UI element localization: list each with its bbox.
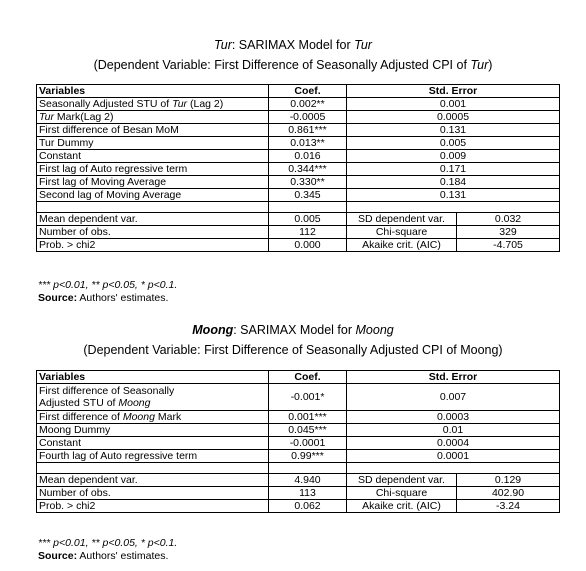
row-variable: Moong Dummy [37,424,269,437]
table-row [37,137,560,150]
stat-label: Prob. > chi2 [37,239,269,252]
row-variable: Constant [37,437,269,450]
header-variables: Variables [37,85,269,98]
row-variable: Fourth lag of Auto regressive term [37,450,269,463]
stat-label-2: Chi-square [347,226,457,239]
table-row [37,98,560,111]
table-row [37,437,560,450]
table1 [36,84,559,252]
stat-label: Prob. > chi2 [37,500,269,513]
stat-value: 4.940 [269,474,347,487]
stat-value-2: -3.24 [457,500,560,513]
stat-value-2: 329 [457,226,560,239]
table1-header-row [37,85,560,98]
row-coef: 0.330** [269,176,347,189]
row-std-error: 0.0001 [347,450,560,463]
header-std-error: Std. Error [347,85,560,98]
row-variable: First difference of Seasonally Adjusted STU of Moong [37,384,269,411]
row-coef: -0.0005 [269,111,347,124]
row-coef: -0.0001 [269,437,347,450]
stat-label: Mean dependent var. [37,474,269,487]
row-variable: Second lag of Moving Average [37,189,269,202]
table2-significance-note: *** p<0.01, ** p<0.05, * p<0.1. [38,537,178,549]
row-coef: -0.001* [269,384,347,411]
stats-row [37,213,560,226]
stat-label-2: SD dependent var. [347,474,457,487]
table2-source: Source: Authors' estimates. [38,550,169,562]
table-row [37,163,560,176]
stat-value: 0.000 [269,239,347,252]
stat-value-2: 0.129 [457,474,560,487]
table-row [37,189,560,202]
table2-gap-row [37,463,560,474]
stats-row [37,239,560,252]
table-row [37,150,560,163]
stat-label-2: Akaike crit. (AIC) [347,500,457,513]
stat-value: 0.005 [269,213,347,226]
row-std-error: 0.171 [347,163,560,176]
table1-significance-note: *** p<0.01, ** p<0.05, * p<0.1. [38,279,178,291]
row-std-error: 0.005 [347,137,560,150]
row-variable: Tur Dummy [37,137,269,150]
row-coef: 0.861*** [269,124,347,137]
row-std-error: 0.01 [347,424,560,437]
table1-title: Tur: SARIMAX Model for Tur [214,38,372,52]
header-std-error: Std. Error [347,371,560,384]
row-coef: 0.001*** [269,411,347,424]
table-row [37,176,560,189]
stat-value: 0.062 [269,500,347,513]
row-variable: First lag of Auto regressive term [37,163,269,176]
row-coef: 0.045*** [269,424,347,437]
stats-row [37,500,560,513]
row-std-error: 0.001 [347,98,560,111]
table-row [37,411,560,424]
header-coef: Coef. [269,85,347,98]
stat-label: Mean dependent var. [37,213,269,226]
stat-value: 113 [269,487,347,500]
stat-value: 112 [269,226,347,239]
stat-label: Number of obs. [37,226,269,239]
table2-subtitle: (Dependent Variable: First Difference of Seasonally Adjusted CPI of Moong) [83,343,503,357]
stats-row [37,226,560,239]
table-row [37,384,560,411]
row-std-error: 0.0004 [347,437,560,450]
table2-header-row [37,371,560,384]
row-variable: Seasonally Adjusted STU of Tur (Lag 2) [37,98,269,111]
table1-gap-row [37,202,560,213]
table-row [37,111,560,124]
table2-title: Moong: SARIMAX Model for Moong [192,323,394,337]
row-std-error: 0.0005 [347,111,560,124]
stat-label-2: Chi-square [347,487,457,500]
row-std-error: 0.007 [347,384,560,411]
stats-row [37,487,560,500]
stat-value-2: -4.705 [457,239,560,252]
row-std-error: 0.131 [347,189,560,202]
table1-source: Source: Authors' estimates. [38,292,169,304]
header-variables: Variables [37,371,269,384]
row-coef: 0.002** [269,98,347,111]
stat-value-2: 402.90 [457,487,560,500]
table1-subtitle: (Dependent Variable: First Difference of Seasonally Adjusted CPI of Tur) [93,58,493,72]
row-variable: First difference of Moong Mark [37,411,269,424]
row-variable: First lag of Moving Average [37,176,269,189]
stats-row [37,474,560,487]
row-std-error: 0.184 [347,176,560,189]
row-coef: 0.99*** [269,450,347,463]
row-coef: 0.016 [269,150,347,163]
stat-value-2: 0.032 [457,213,560,226]
row-std-error: 0.009 [347,150,560,163]
row-variable: First difference of Besan MoM [37,124,269,137]
table-row [37,450,560,463]
stat-label: Number of obs. [37,487,269,500]
table-row [37,424,560,437]
row-variable: Constant [37,150,269,163]
row-variable: Tur Mark(Lag 2) [37,111,269,124]
table-row [37,124,560,137]
row-std-error: 0.131 [347,124,560,137]
stat-label-2: SD dependent var. [347,213,457,226]
table2 [36,370,559,513]
row-coef: 0.013** [269,137,347,150]
row-coef: 0.344*** [269,163,347,176]
header-coef: Coef. [269,371,347,384]
stat-label-2: Akaike crit. (AIC) [347,239,457,252]
row-coef: 0.345 [269,189,347,202]
row-std-error: 0.0003 [347,411,560,424]
